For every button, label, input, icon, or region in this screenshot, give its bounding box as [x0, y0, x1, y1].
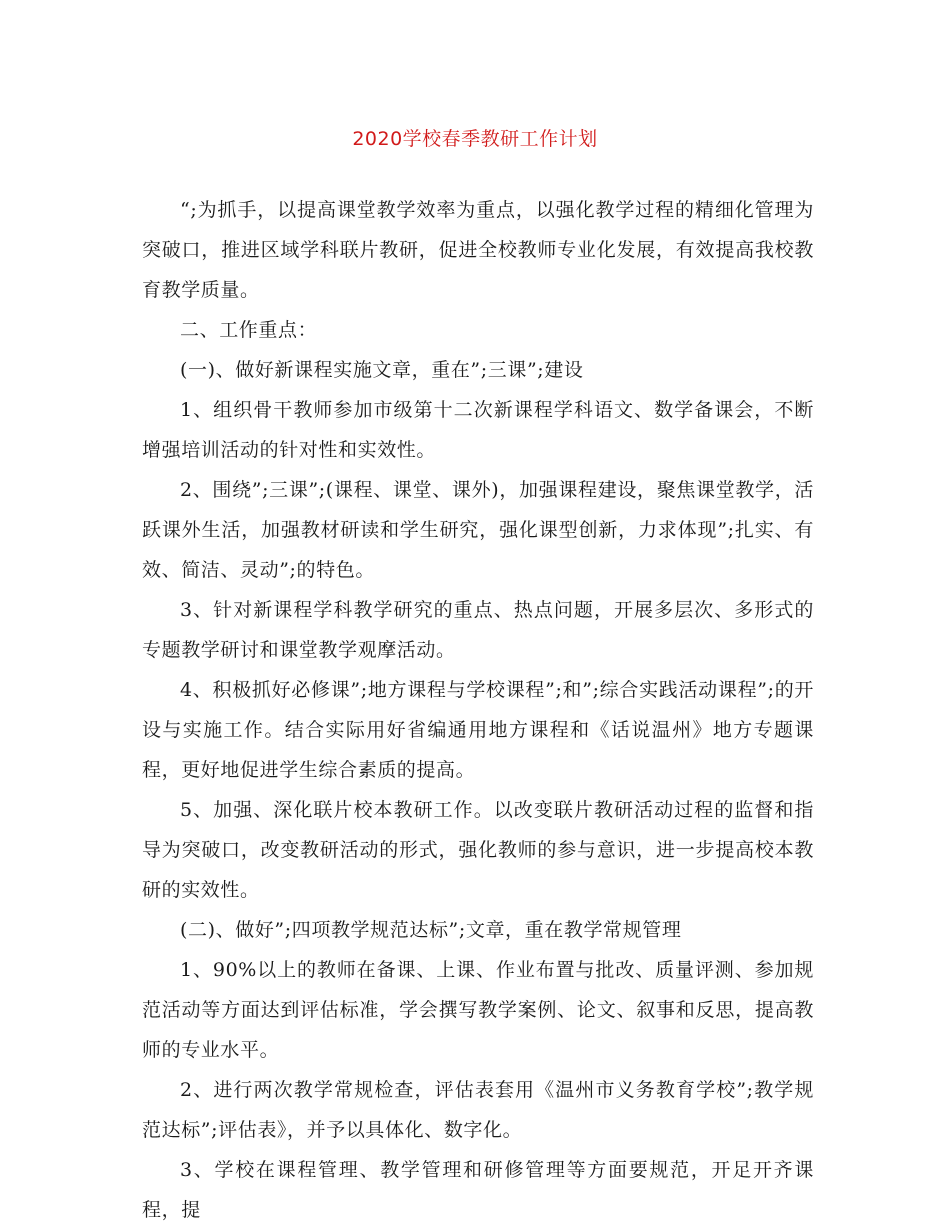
subsection-heading: (一)、做好新课程实施文章，重在”;三课”;建设: [180, 359, 584, 381]
paragraph: 3、学校在课程管理、教学管理和研修管理等方面要规范，开足开齐课程，提: [142, 1159, 814, 1221]
subsection-heading: (二)、做好”;四项教学规范达标”;文章，重在教学常规管理: [180, 919, 682, 941]
document-body: [142, 190, 814, 1230]
paragraph: 2、围绕”;三课”;(课程、课堂、课外)，加强课程建设，聚焦课堂教学，活跃课外生活，加强教材研读和学生研究，强化课型创新，力求体现”;扎实、有效、简洁、灵动”;的特色。: [142, 479, 814, 581]
paragraph: 1、组织骨干教师参加市级第十二次新课程学科语文、数学备课会，不断增强培训活动的针对性和实效性。: [142, 399, 814, 461]
paragraph: “;为抓手，以提高课堂教学效率为重点，以强化教学过程的精细化管理为突破口，推进区域学科联片教研，促进全校教师专业化发展，有效提高我校教育教学质量。: [142, 199, 814, 301]
paragraph: 4、积极抓好必修课”;地方课程与学校课程”;和”;综合实践活动课程”;的开设与实施工作。结合实际用好省编通用地方课程和《话说温州》地方专题课程，更好地促进学生综合素质的提高。: [142, 679, 814, 781]
paragraph: 2、进行两次教学常规检查，评估表套用《温州市义务教育学校”;教学规范达标”;评估表》，并予以具体化、数字化。: [142, 1079, 814, 1141]
document-title: 2020学校春季教研工作计划: [352, 128, 598, 150]
paragraph: 1、90%以上的教师在备课、上课、作业布置与批改、质量评测、参加规范活动等方面达到评估标准，学会撰写教学案例、论文、叙事和反思，提高教师的专业水平。: [142, 959, 814, 1061]
section-heading: 二、工作重点：: [180, 319, 318, 341]
paragraph: 5、加强、深化联片校本教研工作。以改变联片教研活动过程的监督和指导为突破口，改变教研活动的形式，强化教师的参与意识，进一步提高校本教研的实效性。: [142, 799, 814, 901]
paragraph: 3、针对新课程学科教学研究的重点、热点问题，开展多层次、多形式的专题教学研讨和课堂教学观摩活动。: [142, 599, 814, 661]
